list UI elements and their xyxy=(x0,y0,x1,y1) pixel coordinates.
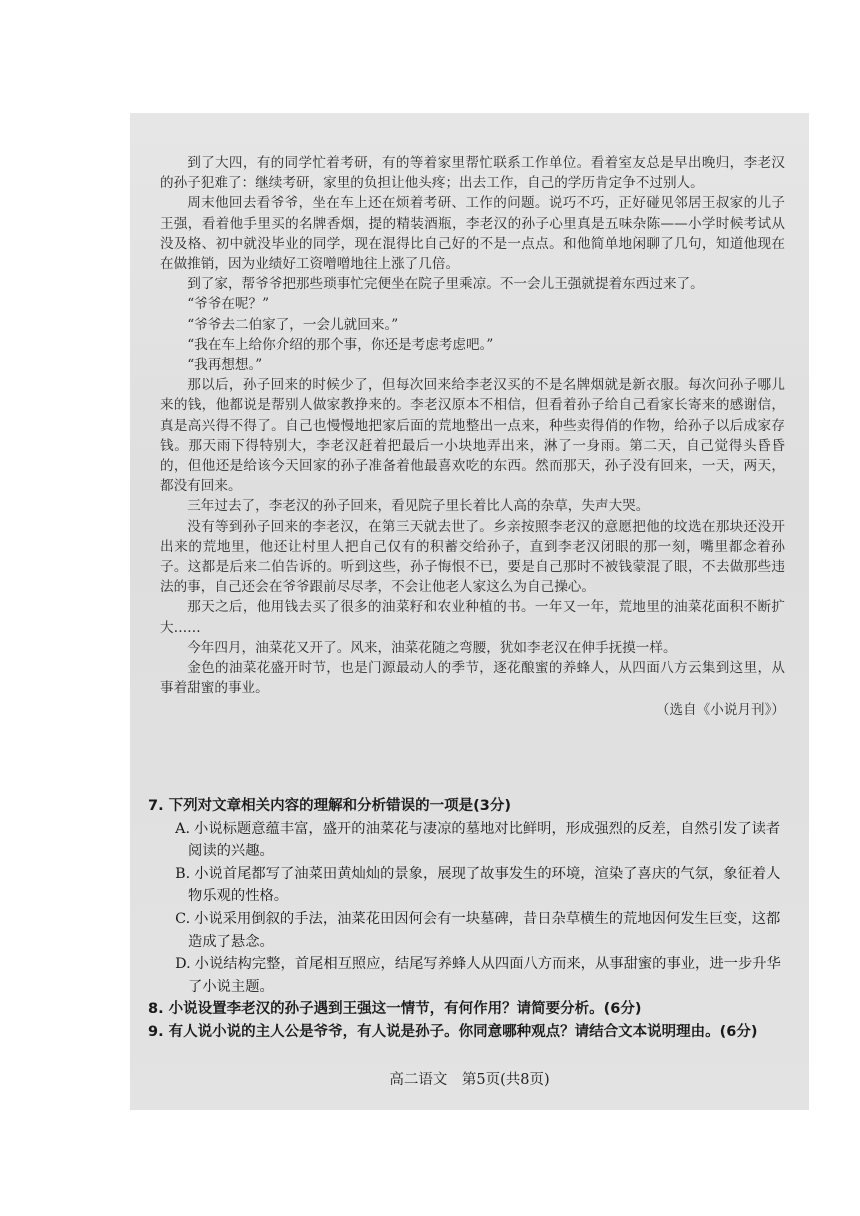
question-section xyxy=(148,795,791,1044)
paragraph: 金色的油菜花盛开时节，也是门源最动人的季节，逐花酿蜜的养蜂人，从四面八方云集到这里，从事着甜蜜的事业。 xyxy=(160,660,785,697)
option-text: 小说标题意蕴丰富，盛开的油菜花与凄凉的墓地对比鲜明，形成强烈的反差，自然引发了读者阅读的兴趣。 xyxy=(188,820,781,860)
option-b xyxy=(165,863,791,908)
option-letter: A. xyxy=(175,820,191,837)
dialogue-line: “我再想想。” xyxy=(187,357,263,374)
option-text: 小说结构完整，首尾相互照应，结尾写养蜂人从四面八方而来，从事甜蜜的事业，进一步升华了小说主题。 xyxy=(188,956,781,995)
question-8: 8. 小说设置李老汉的孙子遇到王强这一情节，有何作用？请简要分析。(6分) xyxy=(148,1001,642,1018)
paragraph: 到了家，帮爷爷把那些琐事忙完便坐在院子里乘凉。不一会儿王强就提着东西过来了。 xyxy=(187,276,704,293)
paragraph: 到了大四，有的同学忙着考研，有的等着家里帮忙联系工作单位。看着室友总是早出晚归，李老汉的孙子犯难了：继续考研，家里的负担让他头疼；出去工作，自己的学历肯定争不过别人。 xyxy=(160,155,785,192)
option-text: 小说采用倒叙的手法，油菜花田因何会有一块墓碑，昔日杂草横生的荒地因何发生巨变，这都造成了悬念。 xyxy=(188,910,781,950)
scanned-exam-page xyxy=(130,113,809,1110)
paragraph: 周末他回去看爷爷，坐在车上还在烦着考研、工作的问题。说巧不巧，正好碰见邻居王叔家的儿子王强，看着他手里买的名牌香烟，提的精装酒瓶，李老汉的孙子心里真是五味杂陈——小学时候考试从没及格、初中就没毕业的同学，现在混得比自己好的不是一点点。和他简单地闲聊了几句，知道他现在在做推销，因为业绩好工资噌噌地往上涨了几倍。 xyxy=(160,195,785,273)
option-a xyxy=(165,818,791,863)
question-9: 9. 有人说小说的主人公是爷爷，有人说是孙子。你同意哪种观点？请结合文本说明理由。(6分) xyxy=(148,1023,758,1040)
dialogue-line: “爷爷在呢？” xyxy=(187,296,270,313)
question-7-stem: 7. 下列对文章相关内容的理解和分析错误的一项是(3分) xyxy=(148,798,511,814)
dialogue-line: “爷爷去二伯家了，一会儿就回来。” xyxy=(187,316,399,333)
option-letter: B. xyxy=(175,865,191,882)
option-letter: D. xyxy=(175,956,191,973)
paragraph: 那天之后，他用钱去买了很多的油菜籽和农业种植的书。一年又一年，荒地里的油菜花面积不断扩大…… xyxy=(160,599,785,636)
dialogue-line: “我在车上给你介绍的那个事，你还是考虑考虑吧。” xyxy=(187,336,494,353)
paragraph: 今年四月，油菜花又开了。风来，油菜花随之弯腰，犹如李老汉在伸手抚摸一样。 xyxy=(187,639,677,656)
paragraph: 那以后，孙子回来的时候少了，但每次回来给李老汉买的不是名牌烟就是新衣服。每次问孙子哪儿来的钱，他都说是帮别人做家教挣来的。李老汉原本不相信，但看着孙子给自己看家长寄来的感谢信，真是高兴得不得了。自己也慢慢地把家后面的荒地整出一点来，种些卖得俏的作物，给孙子以后成家存钱。那天雨下得特别大，李老汉赶着把最后一小块地弄出来，淋了一身雨。第二天，自己觉得头昏昏的，但他还是给该今天回家的孙子准备着他最喜欢吃的东西。然而那天，孙子没有回来，一天，两天，都没有回来。 xyxy=(160,377,785,495)
page-footer: 高二语文 第5页(共8页) xyxy=(389,1072,550,1088)
paragraph: 三年过去了，李老汉的孙子回来，看见院子里长着比人高的杂草，失声大哭。 xyxy=(187,498,650,515)
story-passage xyxy=(160,153,785,721)
paragraph: 没有等到孙子回来的李老汉，在第三天就去世了。乡亲按照李老汉的意愿把他的坟选在那块还没开出来的荒地里，他还让村里人把自己仅有的积蓄交给孙子，直到李老汉闭眼的那一刻，嘴里都念着孙子。这都是后来二伯告诉的。听到这些，孙子悔恨不已，要是自己那时不被钱蒙混了眼，不去做那些违法的事，自己还会在爷爷跟前尽尽孝，不会让他老人家这么为自己操心。 xyxy=(160,518,785,596)
option-letter: C. xyxy=(175,910,191,927)
source-citation: （选自《小说月刊》） xyxy=(655,702,785,719)
option-c xyxy=(165,908,791,953)
option-d xyxy=(165,953,791,998)
option-text: 小说首尾都写了油菜田黄灿灿的景象，展现了故事发生的环境，渲染了喜庆的气氛，象征着人物乐观的性格。 xyxy=(188,865,781,905)
